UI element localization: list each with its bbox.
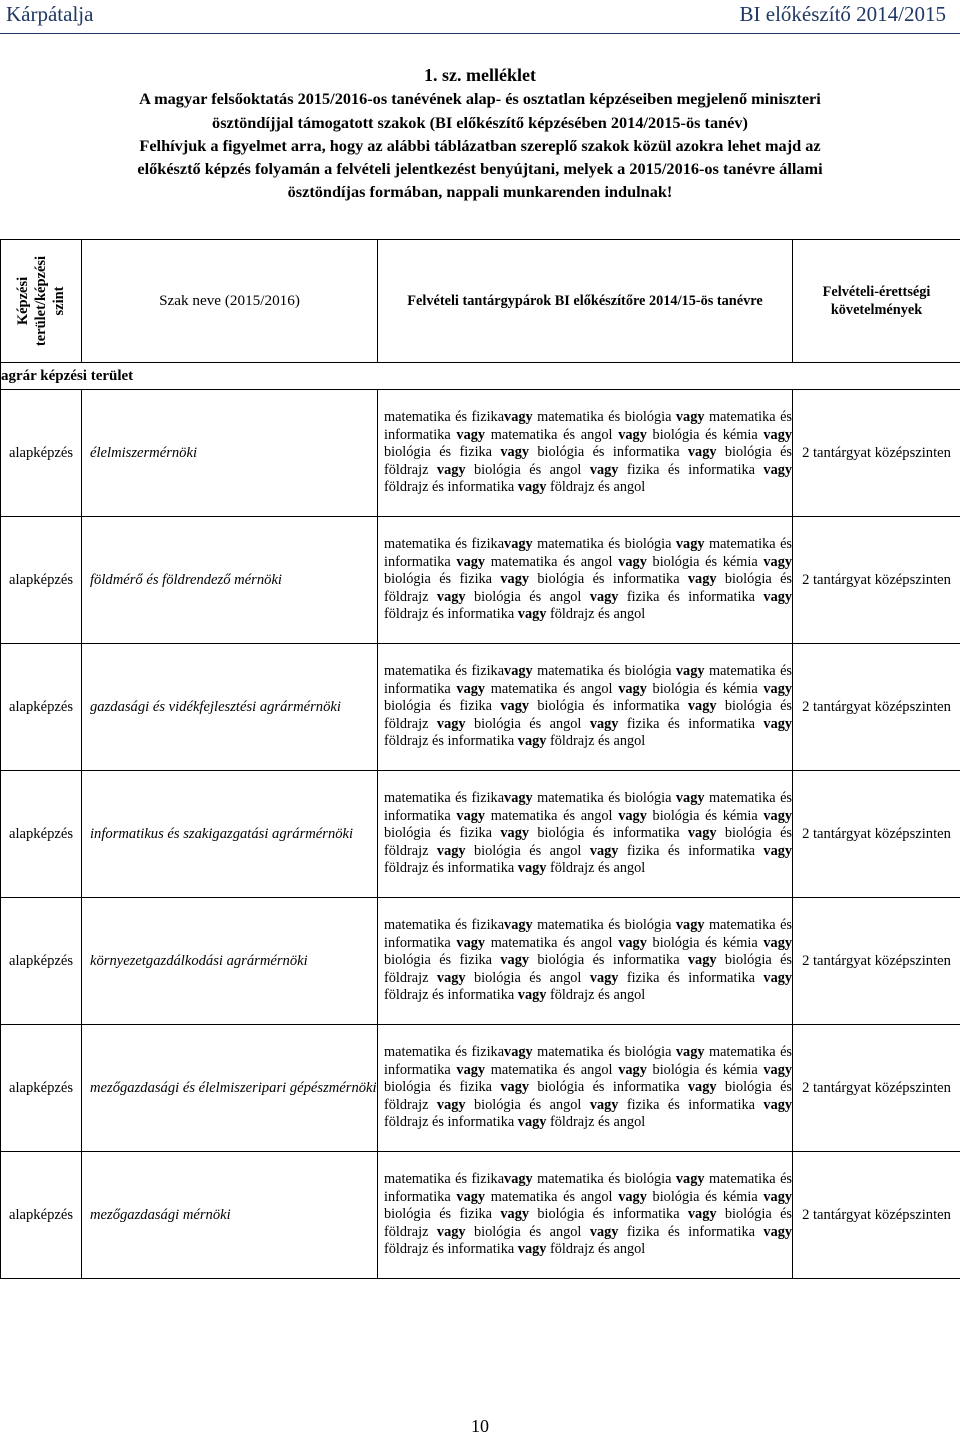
subject-pair: matematika és angol <box>485 553 619 570</box>
subject-pair: biológia és informatika <box>529 698 688 715</box>
subject-pair: matematika és biológia <box>532 1044 676 1061</box>
subject-pair: matematika és fizika <box>384 536 505 553</box>
or-keyword: vagy <box>517 479 547 496</box>
header-level <box>1 240 82 363</box>
or-keyword: vagy <box>763 1061 792 1078</box>
or-keyword: vagy <box>517 1114 547 1131</box>
header-pairs: Felvételi tantárgypárok BI előkészítőre 2014/15-ös tanévre <box>378 240 793 363</box>
subject-pair: földrajz és informatika <box>384 860 518 877</box>
or-keyword: vagy <box>687 825 717 842</box>
subject-pair: fizika és informatika <box>618 715 764 732</box>
or-keyword: vagy <box>436 1096 466 1113</box>
subject-pair: matematika és biológia <box>532 536 676 553</box>
or-keyword: vagy <box>436 461 466 478</box>
or-keyword: vagy <box>763 461 793 478</box>
table-row <box>1 644 960 771</box>
table-header-row <box>1 240 960 363</box>
table-row <box>1 1152 960 1279</box>
or-keyword: vagy <box>436 842 466 859</box>
or-keyword: vagy <box>763 1188 792 1205</box>
or-keyword: vagy <box>500 952 529 969</box>
or-keyword: vagy <box>687 698 717 715</box>
or-keyword: vagy <box>589 1096 619 1113</box>
or-keyword: vagy <box>687 1079 717 1096</box>
or-keyword: vagy <box>675 917 705 934</box>
or-keyword: vagy <box>517 606 547 623</box>
subject-pair: biológia és angol <box>465 461 590 478</box>
subject-pair: biológia és fizika <box>384 1206 501 1223</box>
row-program-name: élelmiszermérnöki <box>82 390 378 517</box>
subject-pair: biológia és informatika <box>529 952 688 969</box>
row-requirement: 2 tantárgyat középszinten <box>793 644 960 771</box>
row-program-name: informatikus és szakigazgatási agrármérnöki <box>82 771 378 898</box>
subject-pair: matematika és fizika <box>384 409 505 426</box>
or-keyword: vagy <box>589 1223 619 1240</box>
row-level: alapképzés <box>1 898 82 1025</box>
or-keyword: vagy <box>504 1171 533 1188</box>
subject-pair: biológia és földrajz <box>384 825 792 859</box>
row-subject-pairs <box>378 1152 793 1279</box>
or-keyword: vagy <box>500 1206 529 1223</box>
subject-pair: biológia és földrajz <box>384 444 792 478</box>
or-keyword: vagy <box>436 969 466 986</box>
subject-pair: földrajz és angol <box>546 1241 646 1258</box>
subject-pair: matematika és angol <box>485 1061 619 1078</box>
or-keyword: vagy <box>500 571 529 588</box>
or-keyword: vagy <box>763 807 792 824</box>
or-keyword: vagy <box>618 1061 647 1078</box>
subject-pair: biológia és kémia <box>646 553 764 570</box>
or-keyword: vagy <box>618 553 647 570</box>
subject-pair: biológia és informatika <box>529 444 688 461</box>
or-keyword: vagy <box>456 426 486 443</box>
row-level: alapképzés <box>1 390 82 517</box>
or-keyword: vagy <box>456 934 486 951</box>
page-header <box>0 0 960 32</box>
or-keyword: vagy <box>456 1061 486 1078</box>
subject-pair: biológia és kémia <box>646 1061 764 1078</box>
table-row <box>1 390 960 517</box>
subject-pair: biológia és kémia <box>646 426 764 443</box>
subject-pair: matematika és informatika <box>384 917 792 951</box>
row-program-name: mezőgazdasági mérnöki <box>82 1152 378 1279</box>
or-keyword: vagy <box>504 409 533 426</box>
subject-pair: matematika és informatika <box>384 536 792 570</box>
subject-pair: földrajz és angol <box>546 987 646 1004</box>
subject-pair: matematika és fizika <box>384 917 505 934</box>
subject-pair: matematika és fizika <box>384 663 505 680</box>
or-keyword: vagy <box>763 934 792 951</box>
row-program-name: földmérő és földrendező mérnöki <box>82 517 378 644</box>
subject-pair: biológia és kémia <box>646 680 764 697</box>
subject-pair: biológia és fizika <box>384 825 501 842</box>
subject-pair: matematika és informatika <box>384 1171 792 1205</box>
subject-pair: matematika és biológia <box>532 409 676 426</box>
or-keyword: vagy <box>500 698 529 715</box>
subject-pair: matematika és angol <box>485 1188 619 1205</box>
subject-pair: biológia és angol <box>465 715 590 732</box>
subject-pair: fizika és informatika <box>618 588 764 605</box>
area-row <box>1 363 960 390</box>
subject-pair: matematika és angol <box>485 426 619 443</box>
or-keyword: vagy <box>504 790 533 807</box>
or-keyword: vagy <box>687 952 717 969</box>
or-keyword: vagy <box>589 842 619 859</box>
row-program-name: környezetgazdálkodási agrármérnöki <box>82 898 378 1025</box>
or-keyword: vagy <box>436 1223 466 1240</box>
table-row <box>1 1025 960 1152</box>
table-body <box>1 390 960 1279</box>
or-keyword: vagy <box>618 934 647 951</box>
row-requirement: 2 tantárgyat középszinten <box>793 898 960 1025</box>
subject-pair: biológia és földrajz <box>384 698 792 732</box>
subject-pair: matematika és fizika <box>384 1171 505 1188</box>
or-keyword: vagy <box>763 588 793 605</box>
row-program-name: gazdasági és vidékfejlesztési agrármérnöki <box>82 644 378 771</box>
or-keyword: vagy <box>436 588 466 605</box>
row-subject-pairs <box>378 898 793 1025</box>
or-keyword: vagy <box>456 807 486 824</box>
row-requirement: 2 tantárgyat középszinten <box>793 517 960 644</box>
or-keyword: vagy <box>618 680 647 697</box>
row-requirement: 2 tantárgyat középszinten <box>793 390 960 517</box>
header-requirements: Felvételi-érettségi követelmények <box>793 240 960 363</box>
subject-pair: matematika és informatika <box>384 1044 792 1078</box>
subject-pair: biológia és angol <box>465 969 590 986</box>
or-keyword: vagy <box>675 536 705 553</box>
row-level: alapképzés <box>1 644 82 771</box>
or-keyword: vagy <box>687 571 717 588</box>
or-keyword: vagy <box>456 553 486 570</box>
row-subject-pairs <box>378 1025 793 1152</box>
subject-pair: biológia és angol <box>465 842 590 859</box>
or-keyword: vagy <box>456 680 486 697</box>
or-keyword: vagy <box>763 1223 793 1240</box>
intro-line-5: ösztöndíjas formában, nappali munkarenden indulnak! <box>287 182 673 202</box>
subject-pair: biológia és informatika <box>529 571 688 588</box>
or-keyword: vagy <box>763 715 793 732</box>
or-keyword: vagy <box>675 790 705 807</box>
subject-pair: földrajz és informatika <box>384 733 518 750</box>
subject-pair: matematika és biológia <box>532 917 676 934</box>
or-keyword: vagy <box>618 1188 647 1205</box>
subject-pair: fizika és informatika <box>618 1223 764 1240</box>
or-keyword: vagy <box>618 807 647 824</box>
table-row <box>1 771 960 898</box>
subject-pair: matematika és biológia <box>532 790 676 807</box>
subject-pair: matematika és informatika <box>384 663 792 697</box>
or-keyword: vagy <box>517 1241 547 1258</box>
subject-pair: földrajz és informatika <box>384 606 518 623</box>
header-divider <box>0 33 960 34</box>
or-keyword: vagy <box>675 1171 705 1188</box>
or-keyword: vagy <box>517 733 547 750</box>
row-level: alapképzés <box>1 1152 82 1279</box>
subject-pair: földrajz és angol <box>546 606 646 623</box>
header-program: BI előkészítő 2014/2015 <box>739 2 946 26</box>
or-keyword: vagy <box>675 409 705 426</box>
row-requirement: 2 tantárgyat középszinten <box>793 771 960 898</box>
or-keyword: vagy <box>500 1079 529 1096</box>
subject-pair: matematika és informatika <box>384 790 792 824</box>
subject-pair: biológia és informatika <box>529 825 688 842</box>
subject-pair: biológia és fizika <box>384 1079 501 1096</box>
or-keyword: vagy <box>763 969 793 986</box>
subject-pair: földrajz és informatika <box>384 479 518 496</box>
subject-pair: biológia és angol <box>465 1096 590 1113</box>
or-keyword: vagy <box>763 842 793 859</box>
or-keyword: vagy <box>517 860 547 877</box>
subject-pair: matematika és biológia <box>532 1171 676 1188</box>
subject-pair: biológia és fizika <box>384 444 501 461</box>
or-keyword: vagy <box>500 825 529 842</box>
subject-pair: biológia és fizika <box>384 571 501 588</box>
or-keyword: vagy <box>500 444 529 461</box>
subject-pair: matematika és informatika <box>384 409 792 443</box>
or-keyword: vagy <box>763 680 792 697</box>
or-keyword: vagy <box>504 536 533 553</box>
subject-pair: földrajz és informatika <box>384 1241 518 1258</box>
or-keyword: vagy <box>687 444 717 461</box>
or-keyword: vagy <box>675 1044 705 1061</box>
subject-pair: fizika és informatika <box>618 461 764 478</box>
row-subject-pairs <box>378 644 793 771</box>
subject-pair: biológia és földrajz <box>384 571 792 605</box>
header-name: Szak neve (2015/2016) <box>82 240 378 363</box>
subject-pair: biológia és földrajz <box>384 952 792 986</box>
intro-block <box>0 64 960 204</box>
subject-pair: matematika és angol <box>485 807 619 824</box>
subject-pair: matematika és fizika <box>384 1044 505 1061</box>
subject-pair: fizika és informatika <box>618 842 764 859</box>
subject-pair: matematika és angol <box>485 680 619 697</box>
or-keyword: vagy <box>589 715 619 732</box>
subject-pair: biológia és kémia <box>646 934 764 951</box>
subject-pair: biológia és kémia <box>646 1188 764 1205</box>
or-keyword: vagy <box>763 553 792 570</box>
or-keyword: vagy <box>589 461 619 478</box>
subject-pair: fizika és informatika <box>618 1096 764 1113</box>
row-subject-pairs <box>378 390 793 517</box>
area-label: agrár képzési terület <box>1 363 960 390</box>
or-keyword: vagy <box>763 426 792 443</box>
row-level: alapképzés <box>1 517 82 644</box>
subject-pair: földrajz és angol <box>546 479 646 496</box>
intro-line-4: előkésztő képzés folyamán a felvételi jelentkezést benyújtani, melyek a 2015/2016-os tanévre állami <box>137 159 823 179</box>
or-keyword: vagy <box>504 663 533 680</box>
row-subject-pairs <box>378 517 793 644</box>
row-level: alapképzés <box>1 771 82 898</box>
or-keyword: vagy <box>436 715 466 732</box>
or-keyword: vagy <box>618 426 647 443</box>
or-keyword: vagy <box>589 588 619 605</box>
programs-table <box>0 239 960 1279</box>
or-keyword: vagy <box>763 1096 793 1113</box>
row-level: alapképzés <box>1 1025 82 1152</box>
subject-pair: biológia és földrajz <box>384 1079 792 1113</box>
row-subject-pairs <box>378 771 793 898</box>
table-row <box>1 898 960 1025</box>
subject-pair: biológia és fizika <box>384 698 501 715</box>
header-region: Kárpátalja <box>6 2 94 26</box>
subject-pair: földrajz és angol <box>546 860 646 877</box>
intro-line-3: Felhívjuk a figyelmet arra, hogy az alábbi táblázatban szereplő szakok közül azokra lehet majd az <box>139 135 821 155</box>
annex-title: 1. sz. melléklet <box>424 65 536 85</box>
subject-pair: földrajz és informatika <box>384 1114 518 1131</box>
subject-pair: biológia és földrajz <box>384 1206 792 1240</box>
or-keyword: vagy <box>687 1206 717 1223</box>
or-keyword: vagy <box>504 1044 533 1061</box>
subject-pair: biológia és kémia <box>646 807 764 824</box>
table-row <box>1 517 960 644</box>
page-number: 10 <box>471 1416 489 1436</box>
subject-pair: fizika és informatika <box>618 969 764 986</box>
or-keyword: vagy <box>675 663 705 680</box>
subject-pair: földrajz és angol <box>546 1114 646 1131</box>
subject-pair: biológia és informatika <box>529 1206 688 1223</box>
subject-pair: matematika és fizika <box>384 790 505 807</box>
row-program-name: mezőgazdasági és élelmiszeripari gépészmérnöki <box>82 1025 378 1152</box>
or-keyword: vagy <box>589 969 619 986</box>
subject-pair: biológia és fizika <box>384 952 501 969</box>
or-keyword: vagy <box>456 1188 486 1205</box>
or-keyword: vagy <box>504 917 533 934</box>
row-requirement: 2 tantárgyat középszinten <box>793 1025 960 1152</box>
intro-line-2: ösztöndíjjal támogatott szakok (BI előkészítő képzésében 2014/2015-ös tanév) <box>212 112 748 132</box>
subject-pair: földrajz és angol <box>546 733 646 750</box>
subject-pair: biológia és angol <box>465 588 590 605</box>
subject-pair: biológia és informatika <box>529 1079 688 1096</box>
or-keyword: vagy <box>517 987 547 1004</box>
row-requirement: 2 tantárgyat középszinten <box>793 1152 960 1279</box>
intro-line-1: A magyar felsőoktatás 2015/2016-os tanévének alap- és osztatlan képzéseiben megjelenő miniszteri <box>139 89 821 109</box>
header-level-text: Képzési terület/képzési szint <box>15 255 67 347</box>
subject-pair: földrajz és informatika <box>384 987 518 1004</box>
subject-pair: biológia és angol <box>465 1223 590 1240</box>
subject-pair: matematika és angol <box>485 934 619 951</box>
subject-pair: matematika és biológia <box>532 663 676 680</box>
